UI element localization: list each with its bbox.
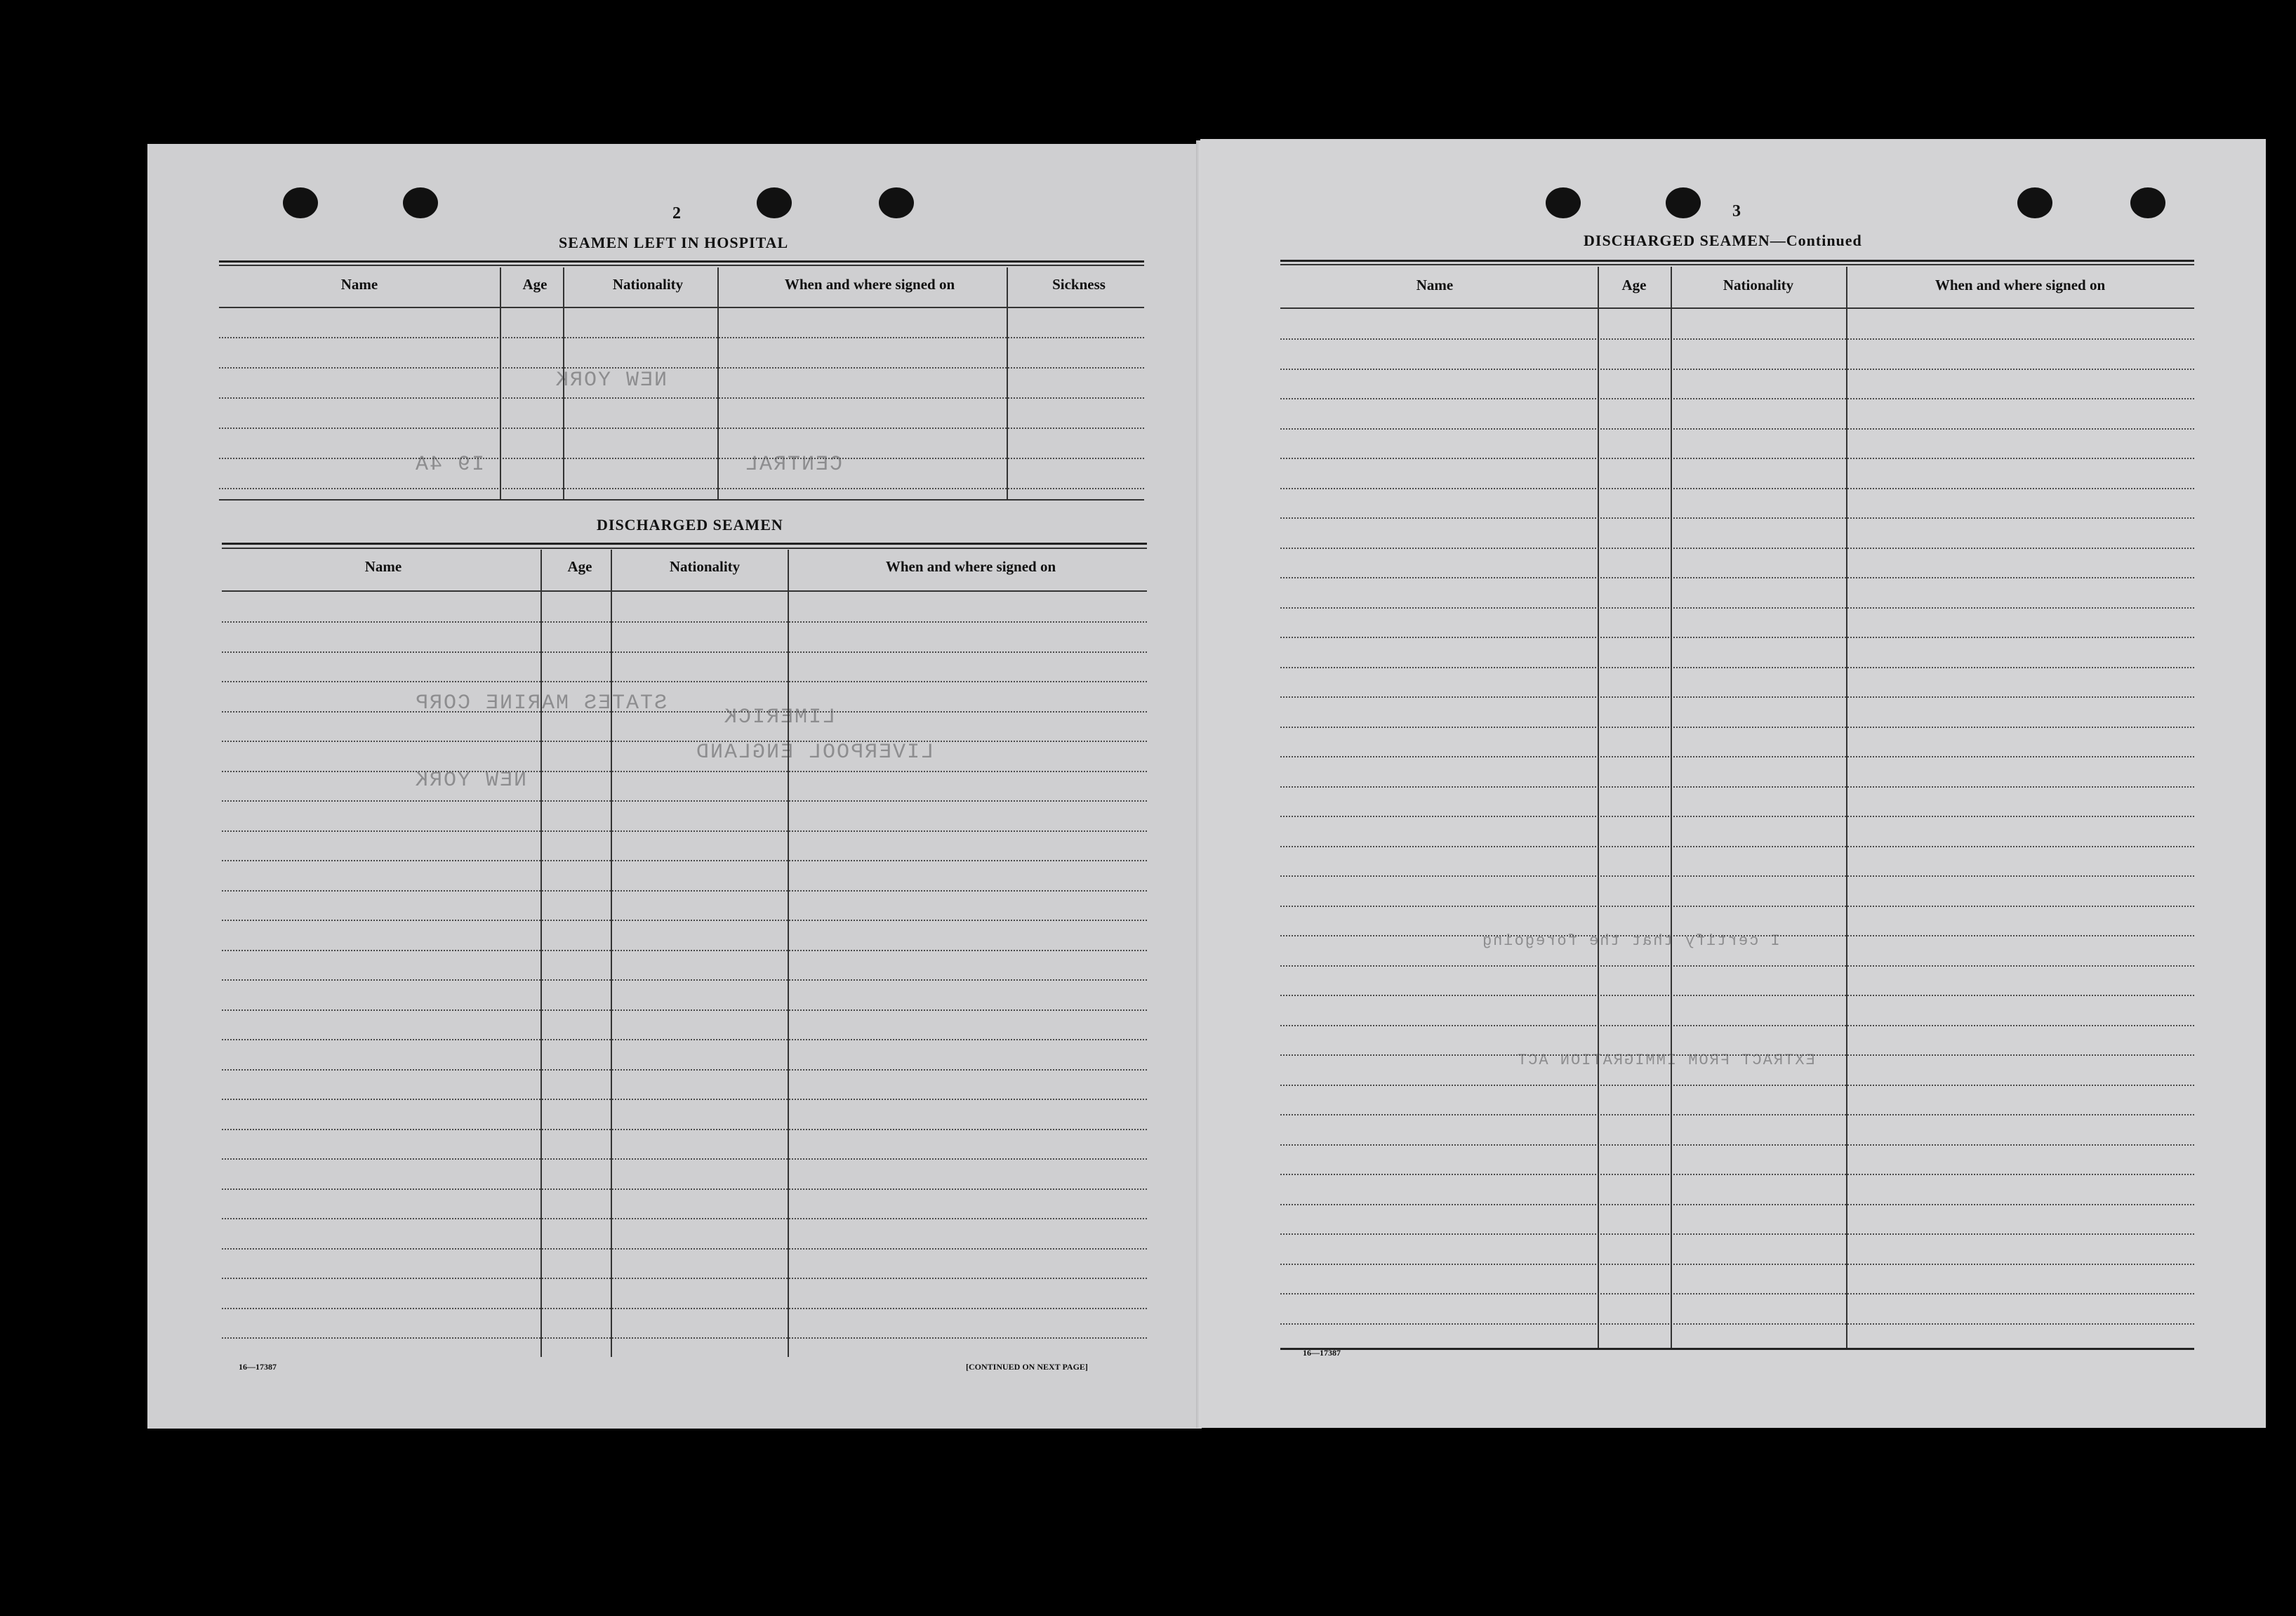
table-row bbox=[222, 711, 1147, 713]
column-header-signed-on: When and where signed on bbox=[784, 276, 955, 293]
table-row bbox=[1280, 846, 2194, 847]
table-row bbox=[1280, 1233, 2194, 1235]
table-row bbox=[1280, 1144, 2194, 1146]
column-header-signed-on: When and where signed on bbox=[885, 558, 1056, 575]
bleed-through-mark: NEW YORK bbox=[555, 369, 668, 392]
table-row bbox=[1280, 696, 2194, 698]
column-header-age: Age bbox=[1621, 277, 1647, 293]
table-row bbox=[1280, 637, 2194, 638]
table-row bbox=[1280, 517, 2194, 519]
table-top-rule bbox=[1280, 264, 2194, 265]
table-row bbox=[222, 860, 1147, 861]
table-row bbox=[1280, 935, 2194, 936]
table-row bbox=[222, 1188, 1147, 1190]
table-row bbox=[1280, 906, 2194, 907]
table-row bbox=[1280, 965, 2194, 967]
table-row bbox=[219, 488, 1144, 489]
table-row bbox=[222, 1158, 1147, 1160]
table-row bbox=[222, 920, 1147, 921]
table-row bbox=[1280, 667, 2194, 668]
section-title-discharged: DISCHARGED SEAMEN bbox=[597, 516, 783, 534]
column-divider bbox=[1007, 267, 1008, 499]
table-row bbox=[1280, 1054, 2194, 1056]
column-header-nationality: Nationality bbox=[669, 558, 741, 575]
punch-hole bbox=[2130, 187, 2165, 218]
table-row bbox=[1280, 1264, 2194, 1265]
table-row bbox=[222, 1069, 1147, 1071]
table-row bbox=[222, 950, 1147, 951]
column-header-sickness: Sickness bbox=[1052, 276, 1106, 293]
column-header-name: Name bbox=[364, 558, 402, 575]
punch-hole bbox=[879, 187, 914, 218]
punch-hole bbox=[403, 187, 438, 218]
punch-hole bbox=[2017, 187, 2052, 218]
table-row bbox=[1280, 1025, 2194, 1026]
table-row bbox=[1280, 1323, 2194, 1325]
table-row bbox=[1280, 816, 2194, 817]
table-bottom-rule bbox=[1280, 1348, 2194, 1350]
table-row bbox=[1280, 577, 2194, 578]
section-title-discharged-continued: DISCHARGED SEAMEN—Continued bbox=[1584, 232, 1862, 249]
table-top-rule bbox=[219, 265, 1144, 266]
column-divider bbox=[788, 550, 789, 1357]
table-row bbox=[222, 681, 1147, 682]
table-row bbox=[222, 651, 1147, 653]
punch-hole bbox=[283, 187, 318, 218]
table-row bbox=[1280, 727, 2194, 728]
table-row bbox=[1280, 1085, 2194, 1086]
table-row bbox=[222, 621, 1147, 623]
form-number: 16—17387 bbox=[239, 1362, 277, 1372]
column-divider bbox=[1598, 267, 1599, 1348]
column-divider bbox=[611, 550, 612, 1357]
table-row bbox=[1280, 1174, 2194, 1175]
bleed-through-mark: CENTRAL bbox=[744, 453, 843, 477]
table-row bbox=[1280, 548, 2194, 549]
table-row bbox=[222, 979, 1147, 981]
bleed-through-mark: LIVERPOOL ENGLAND bbox=[695, 741, 934, 764]
table-row bbox=[222, 890, 1147, 892]
column-divider bbox=[1846, 267, 1847, 1348]
table-row bbox=[222, 1099, 1147, 1100]
table-row bbox=[222, 741, 1147, 742]
table-row bbox=[1280, 1114, 2194, 1115]
column-header-age: Age bbox=[522, 276, 548, 293]
column-divider bbox=[540, 550, 542, 1357]
continued-note: [CONTINUED ON NEXT PAGE] bbox=[966, 1362, 1088, 1372]
table-row bbox=[222, 1308, 1147, 1309]
table-row bbox=[1280, 786, 2194, 788]
table-row bbox=[219, 337, 1144, 338]
column-header-age: Age bbox=[567, 558, 592, 575]
column-header-signed-on: When and where signed on bbox=[1935, 277, 2106, 293]
punch-hole bbox=[1546, 187, 1581, 218]
table-row bbox=[1280, 398, 2194, 399]
table-row bbox=[219, 428, 1144, 429]
table-row bbox=[1280, 1204, 2194, 1205]
column-header-name: Name bbox=[1416, 277, 1454, 293]
punch-hole bbox=[757, 187, 792, 218]
column-divider bbox=[1671, 267, 1672, 1348]
table-row bbox=[219, 367, 1144, 369]
table-row bbox=[1280, 338, 2194, 340]
header-underline bbox=[1280, 307, 2194, 309]
table-row bbox=[222, 1218, 1147, 1219]
form-page-left bbox=[147, 144, 1202, 1429]
column-header-nationality: Nationality bbox=[612, 276, 684, 293]
bleed-through-mark: I9 4A bbox=[414, 453, 485, 477]
table-top-rule bbox=[222, 543, 1147, 545]
table-row bbox=[222, 1337, 1147, 1339]
table-row bbox=[1280, 1293, 2194, 1294]
table-row bbox=[222, 1039, 1147, 1040]
column-divider bbox=[500, 267, 501, 499]
bleed-through-mark: EXTRACT FROM IMMIGRATION ACT bbox=[1516, 1052, 1815, 1069]
column-divider bbox=[563, 267, 564, 499]
punch-hole bbox=[1666, 187, 1701, 218]
form-number: 16—17387 bbox=[1303, 1348, 1341, 1358]
bleed-through-mark: STATES MARINE CORP bbox=[414, 691, 668, 715]
bleed-through-mark: NEW YORK bbox=[414, 769, 527, 793]
table-row bbox=[219, 397, 1144, 399]
form-page-right bbox=[1200, 139, 2266, 1428]
table-row bbox=[219, 458, 1144, 459]
table-bottom-rule bbox=[219, 499, 1144, 501]
table-row bbox=[222, 1129, 1147, 1130]
table-row bbox=[1280, 488, 2194, 489]
table-top-rule bbox=[219, 260, 1144, 263]
table-top-rule bbox=[1280, 260, 2194, 262]
table-row bbox=[222, 1009, 1147, 1011]
table-row bbox=[1280, 458, 2194, 459]
table-row bbox=[1280, 875, 2194, 877]
page-number: 3 bbox=[1732, 202, 1741, 220]
table-row bbox=[1280, 756, 2194, 757]
bleed-through-mark: I certify that the foregoing bbox=[1481, 932, 1780, 950]
table-row bbox=[1280, 369, 2194, 370]
table-top-rule bbox=[222, 548, 1147, 549]
table-row bbox=[222, 1248, 1147, 1250]
table-row bbox=[222, 800, 1147, 802]
page-number: 2 bbox=[672, 204, 681, 223]
bleed-through-mark: LIMERICK bbox=[723, 706, 836, 729]
table-row bbox=[222, 771, 1147, 772]
header-underline bbox=[222, 590, 1147, 592]
column-divider bbox=[717, 267, 719, 499]
table-row bbox=[222, 830, 1147, 832]
table-row bbox=[1280, 607, 2194, 609]
column-header-nationality: Nationality bbox=[1723, 277, 1794, 293]
column-header-name: Name bbox=[340, 276, 378, 293]
table-row bbox=[1280, 995, 2194, 996]
header-underline bbox=[219, 307, 1144, 308]
table-row bbox=[1280, 428, 2194, 430]
section-title-hospital: SEAMEN LEFT IN HOSPITAL bbox=[559, 234, 789, 251]
table-row bbox=[222, 1278, 1147, 1279]
